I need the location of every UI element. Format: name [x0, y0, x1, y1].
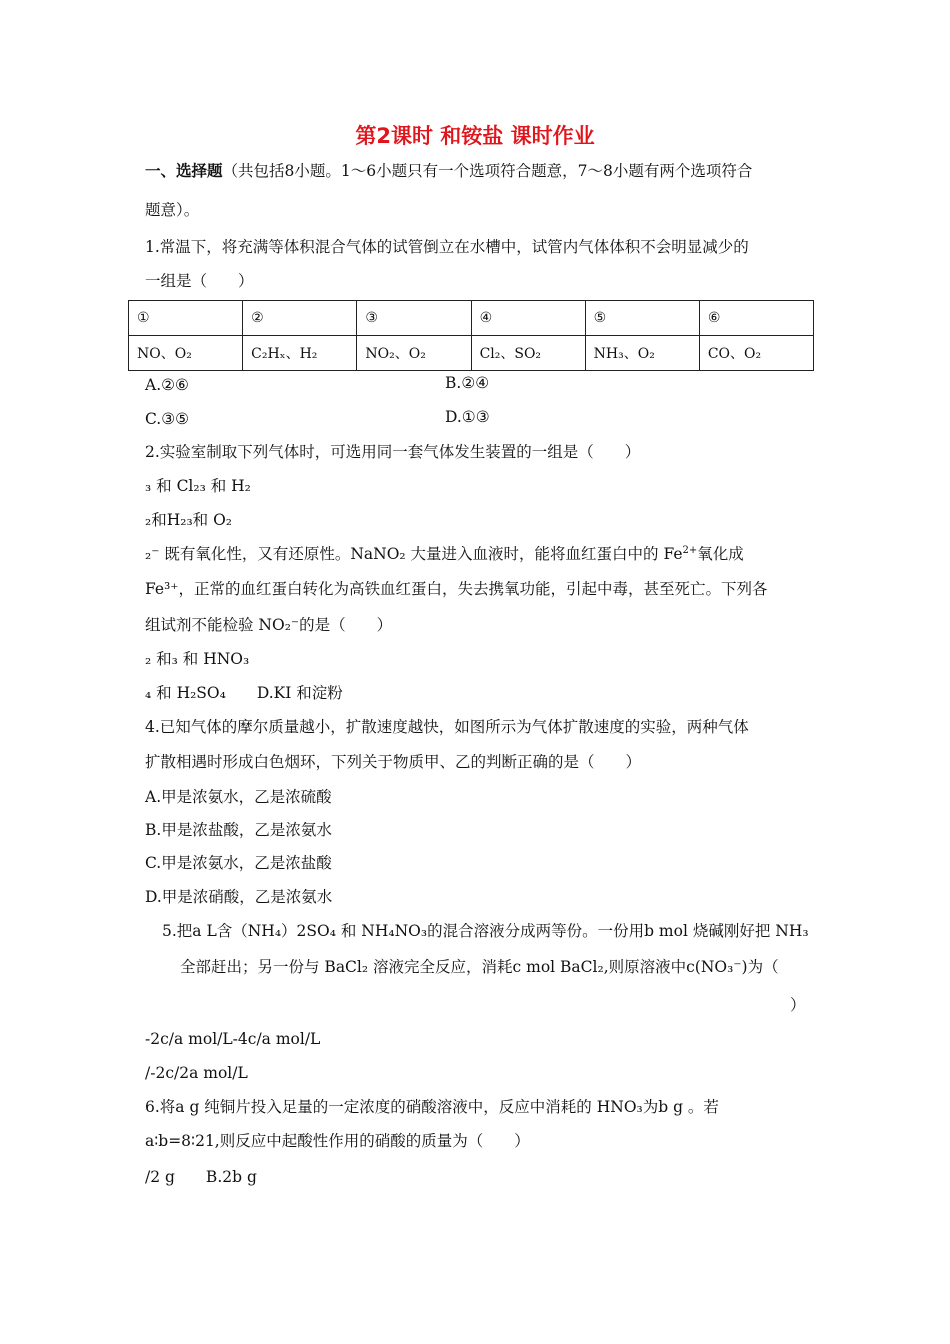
q4-stem-line2: 扩散相遇时形成白色烟环，下列关于物质甲、乙的判断正确的是（ ） — [145, 753, 642, 771]
q3-superscript: 2+ — [682, 544, 698, 556]
q2-option-line2: ₂和H₂₃和 O₂ — [145, 511, 233, 529]
table-cell: NO₂、O₂ — [357, 336, 471, 371]
table-cell: CO、O₂ — [699, 336, 813, 371]
q5-stem-line3: ） — [790, 996, 806, 1014]
q3-option-line2: ₄ 和 H₂SO₄ D.KI 和淀粉 — [145, 684, 343, 702]
q3-stem-line3: 组试剂不能检验 NO₂⁻的是（ ） — [145, 616, 393, 634]
table-header-cell: ① — [129, 301, 243, 336]
q3-stem-text-a: ₂⁻ 既有氧化性，又有还原性。NaNO₂ 大量进入血液时，能将血红蛋白中的 Fe — [145, 545, 683, 563]
table-header-cell: ⑤ — [585, 301, 699, 336]
q2-option-line1: ₃ 和 Cl₂₃ 和 H₂ — [145, 477, 251, 495]
section-heading: 一、选择题 — [145, 162, 223, 180]
section-note-cont: 题意）。 — [145, 201, 200, 219]
q1-option-c: C.③⑤ — [145, 410, 190, 428]
q1-stem-line2: 一组是（ ） — [145, 272, 254, 290]
q5-stem-line1: 5.把a L含（NH₄）2SO₄ 和 NH₄NO₃的混合溶液分成两等份。一份用b mol 烧碱刚好把 NH₃ — [162, 922, 809, 940]
q4-option-a: A.甲是浓氨水，乙是浓硫酸 — [145, 788, 332, 806]
table-row — [129, 301, 814, 336]
table-header-cell: ④ — [471, 301, 585, 336]
table-header-cell: ③ — [357, 301, 471, 336]
page-title: 第2课时 和铵盐 课时作业 — [355, 124, 595, 148]
q4-stem-line1: 4.已知气体的摩尔质量越小，扩散速度越快，如图所示为气体扩散速度的实验，两种气体 — [145, 718, 749, 736]
q4-option-b: B.甲是浓盐酸，乙是浓氨水 — [145, 821, 332, 839]
table-cell: C₂Hₓ、H₂ — [243, 336, 357, 371]
q4-option-d: D.甲是浓硝酸，乙是浓氨水 — [145, 888, 333, 906]
table-header-cell: ② — [243, 301, 357, 336]
q6-stem-line1: 6.将a g 纯铜片投入足量的一定浓度的硝酸溶液中，反应中消耗的 HNO₃为b g 。若 — [145, 1098, 719, 1116]
q3-stem-line2: Fe³⁺，正常的血红蛋白转化为高铁血红蛋白，失去携氧功能，引起中毒，甚至死亡。下列各 — [145, 580, 768, 598]
q3-stem-line1 — [145, 543, 744, 565]
section-note: （共包括8小题。1～6小题只有一个选项符合题意，7～8小题有两个选项符合 — [222, 162, 753, 180]
q1-option-b: B.②④ — [445, 374, 490, 392]
q2-stem: 2.实验室制取下列气体时，可选用同一套气体发生装置的一组是（ ） — [145, 443, 641, 461]
q1-option-a: A.②⑥ — [145, 376, 189, 394]
q1-options-table — [128, 300, 814, 371]
q3-stem-text-b: 氧化成 — [697, 545, 744, 563]
q6-option-line1: /2 g B.2b g — [145, 1168, 257, 1186]
table-header-cell: ⑥ — [699, 301, 813, 336]
q5-option-line1: -2c/a mol/L-4c/a mol/L — [145, 1030, 321, 1048]
table-row — [129, 336, 814, 371]
table-cell: NO、O₂ — [129, 336, 243, 371]
q3-option-line1: ₂ 和₃ 和 HNO₃ — [145, 650, 250, 668]
section-heading-line — [145, 160, 752, 182]
q5-stem-line2: 全部赶出；另一份与 BaCl₂ 溶液完全反应，消耗c mol BaCl₂,则原溶液中c(NO₃⁻)为（ — [180, 958, 779, 976]
q6-stem-line2: a∶b=8∶21,则反应中起酸性作用的硝酸的质量为（ ） — [145, 1132, 530, 1150]
table-cell: NH₃、O₂ — [585, 336, 699, 371]
table-cell: Cl₂、SO₂ — [471, 336, 585, 371]
q5-option-line2: /-2c/2a mol/L — [145, 1064, 248, 1082]
q1-option-d: D.①③ — [445, 408, 490, 426]
q1-stem-line1: 1.常温下，将充满等体积混合气体的试管倒立在水槽中，试管内气体体积不会明显减少的 — [145, 238, 749, 256]
q4-option-c: C.甲是浓氨水，乙是浓盐酸 — [145, 854, 332, 872]
